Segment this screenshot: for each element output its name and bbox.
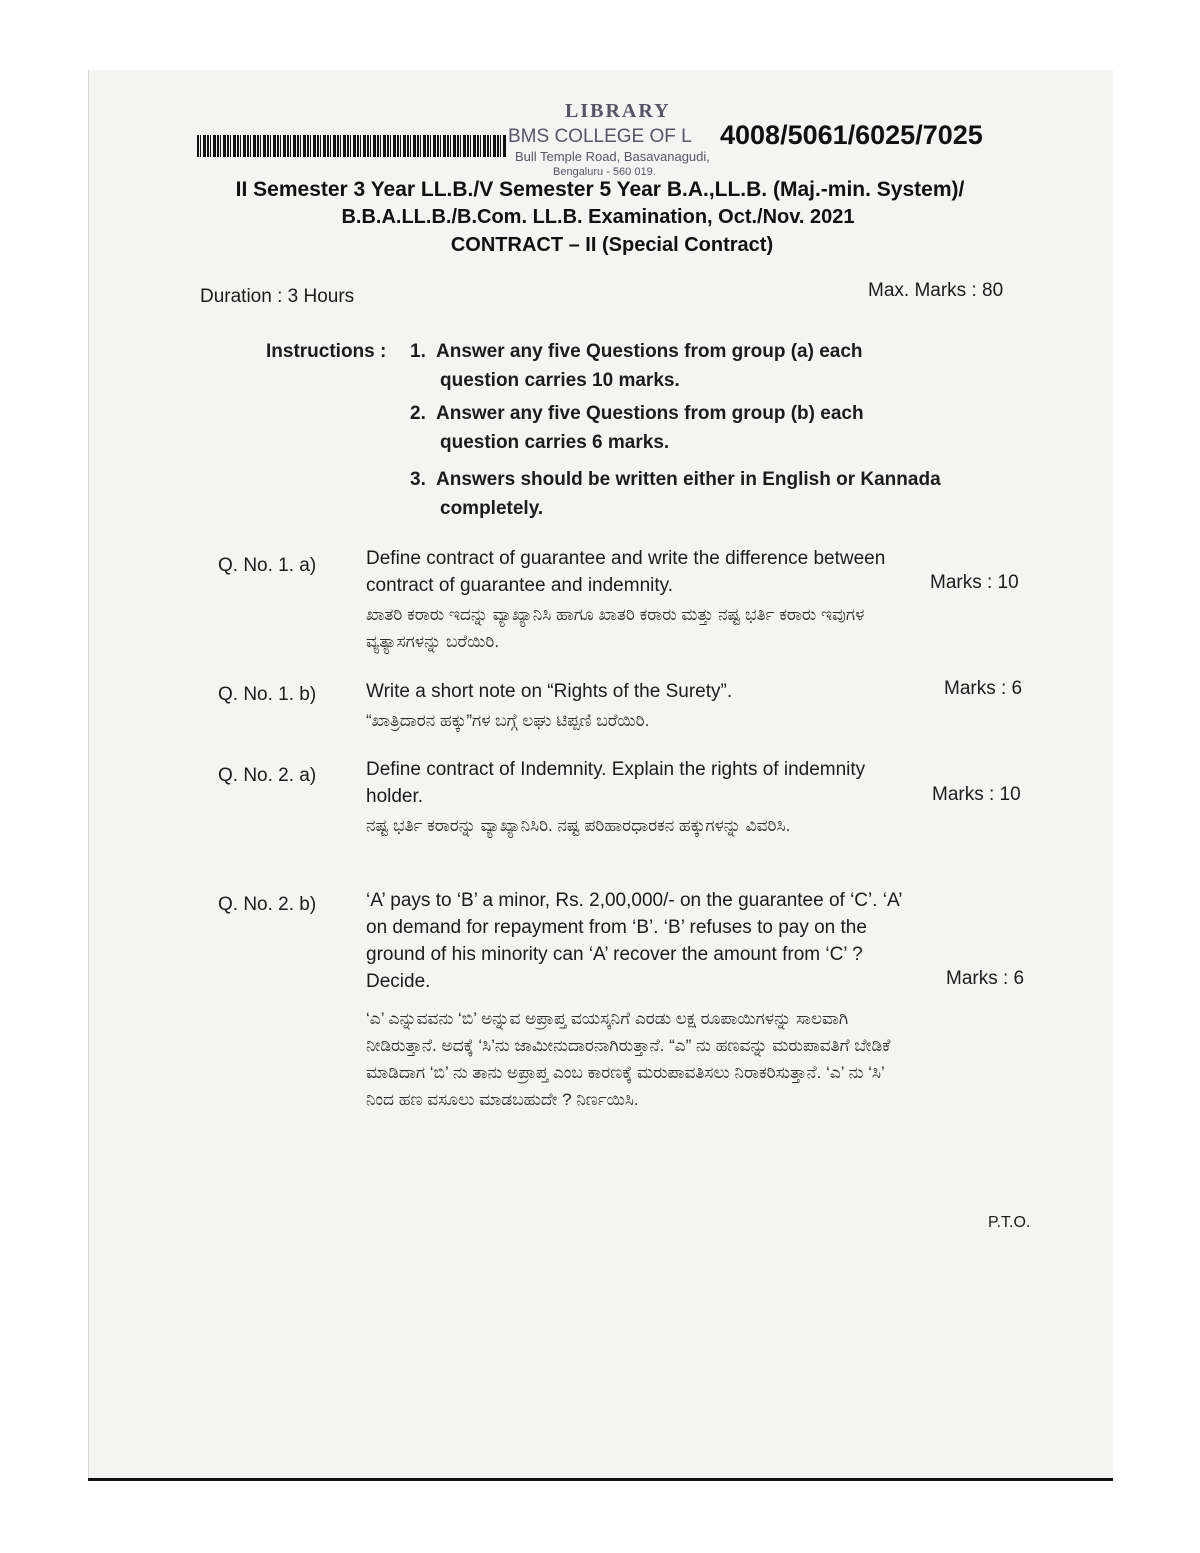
instruction-text: question carries 6 marks. xyxy=(440,432,670,453)
question-text-kannada: ಖಾತರಿ ಕರಾರು ಇದನ್ನು ವ್ಯಾಖ್ಯಾನಿಸಿ ಹಾಗೂ ಖಾತರಿ ಕರಾರು ಮತ್ತು ನಷ್ಟ ಭರ್ತಿ ಕರಾರು ಇವುಗಳ ವ್ಯತ್ಯಾಸಗಳನ್ನು ಬರೆಯಿರಿ. xyxy=(366,605,865,651)
library-stamp-address: Bull Temple Road, Basavanagudi, xyxy=(515,149,710,164)
instruction-text: Answer any five Questions from group (a) each xyxy=(436,341,863,362)
max-marks-label: Max. Marks : 80 xyxy=(868,280,1004,301)
question-body xyxy=(366,887,914,1113)
question-body xyxy=(366,678,911,734)
library-stamp-college: BMS COLLEGE OF L xyxy=(508,126,692,147)
paper-code: 4008/5061/6025/7025 xyxy=(720,120,983,150)
question-label: Q. No. 2. a) xyxy=(218,765,317,786)
library-stamp-city: Bengaluru - 560 019. xyxy=(553,166,656,178)
page-turn-note: P.T.O. xyxy=(988,1214,1031,1231)
instruction-item xyxy=(410,465,941,523)
instruction-number: 2. xyxy=(410,403,426,424)
question-marks: Marks : 10 xyxy=(932,784,1021,805)
question-marks: Marks : 10 xyxy=(930,572,1019,593)
question-text-english: Define contract of guarantee and write the difference between contract of guarantee and indemnity. xyxy=(366,548,886,596)
exam-header-line2: B.B.A.LL.B./B.Com. LL.B. Examination, Oct./Nov. 2021 xyxy=(341,206,855,228)
question-marks: Marks : 6 xyxy=(946,968,1025,989)
question-text-kannada: ನಷ್ಟ ಭರ್ತಿ ಕರಾರನ್ನು ವ್ಯಾಖ್ಯಾನಿಸಿರಿ. ನಷ್ಟ ಪರಿಹಾರಧಾರಕನ ಹಕ್ಕುಗಳನ್ನು ವಿವರಿಸಿ. xyxy=(366,816,791,835)
question-text-kannada: ‘ಎ’ ಎನ್ನುವವನು ‘ಬಿ’ ಅನ್ನುವ ಅಪ್ರಾಪ್ತ ವಯಸ್ಕನಿಗೆ ಎರಡು ಲಕ್ಷ ರೂಪಾಯಿಗಳನ್ನು ಸಾಲವಾಗಿ ನೀಡಿರುತ್ತಾನೆ. ಅದಕ್ಕೆ ‘ಸಿ’ನು ಜಾಮೀನುದಾರನಾಗಿರುತ್ತಾನೆ. “ಎ” ನು ಹಣವನ್ನು ಮರುಪಾವತಿಗೆ ಬೇಡಿಕೆ ಮಾಡಿದಾಗ ‘ಬಿ’ ನು ತಾನು ಅಪ್ರಾಪ್ತ ಎಂಬ ಕಾರಣಕ್ಕೆ ಮರುಪಾವತಿಸಲು ನಿರಾಕರಿಸುತ್ತಾನೆ. ‘ಎ’ ನು ‘ಸಿ’ ನಿಂದ ಹಣ ವಸೂಲು ಮಾಡಬಹುದೇ ? ನಿರ್ಣಯಿಸಿ. xyxy=(366,1009,891,1109)
barcode-image xyxy=(197,135,507,157)
instruction-item xyxy=(410,337,863,395)
instruction-item xyxy=(410,399,864,457)
instruction-text: Answer any five Questions from group (b) each xyxy=(436,403,864,424)
question-marks: Marks : 6 xyxy=(944,678,1023,699)
library-stamp-title: LIBRARY xyxy=(565,100,671,122)
duration-label: Duration : 3 Hours xyxy=(200,286,355,307)
instruction-text: Answers should be written either in English or Kannada xyxy=(436,469,941,490)
question-body xyxy=(366,545,911,655)
question-text-english: Define contract of Indemnity. Explain the rights of indemnity holder. xyxy=(366,759,866,807)
question-label: Q. No. 1. a) xyxy=(218,555,317,576)
question-label: Q. No. 2. b) xyxy=(218,894,317,915)
question-text-english: Write a short note on “Rights of the Surety”. xyxy=(366,681,733,702)
question-label: Q. No. 1. b) xyxy=(218,684,317,705)
exam-header-line1: II Semester 3 Year LL.B./V Semester 5 Year B.A.,LL.B. (Maj.-min. System)/ xyxy=(235,178,965,201)
page-bottom-rule xyxy=(88,1478,1113,1481)
instructions-label: Instructions : xyxy=(266,341,387,362)
question-text-kannada: “ಖಾತ್ರಿದಾರನ ಹಕ್ಕು”ಗಳ ಬಗ್ಗೆ ಲಘು ಟಿಪ್ಪಣಿ ಬರೆಯಿರಿ. xyxy=(366,711,650,730)
instruction-text: question carries 10 marks. xyxy=(440,370,680,391)
instruction-number: 1. xyxy=(410,341,426,362)
question-text-english: ‘A’ pays to ‘B’ a minor, Rs. 2,00,000/- on the guarantee of ‘C’. ‘A’ on demand for repayment from ‘B’. ‘B’ refuses to pay on the ground of his minority can ‘A’ recover the amount from ‘C’ ? Decide. xyxy=(366,890,902,992)
exam-subject-title: CONTRACT – II (Special Contract) xyxy=(450,234,774,256)
instruction-text: completely. xyxy=(440,498,544,519)
question-body xyxy=(366,756,911,839)
instruction-number: 3. xyxy=(410,469,426,490)
